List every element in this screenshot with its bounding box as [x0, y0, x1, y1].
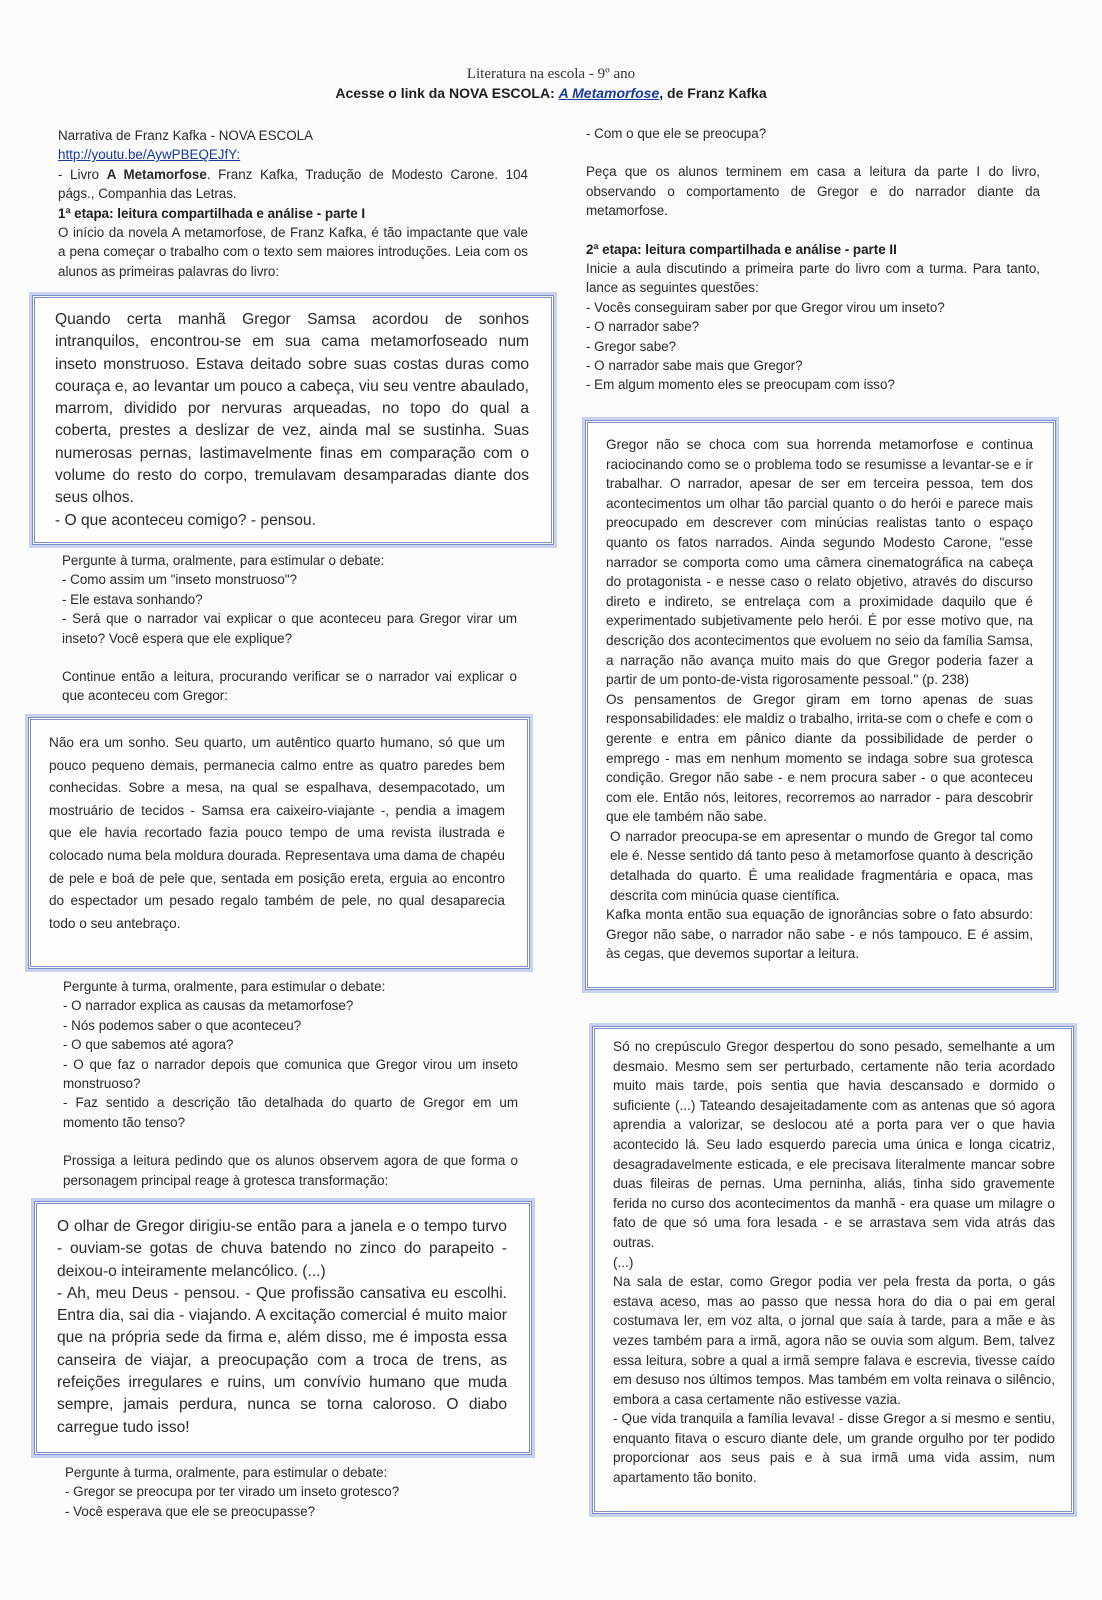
intro-section: [58, 126, 528, 281]
excerpt-p3: - Que vida tranquila a família levava! - disse Gregor a si mesmo e sentiu, enquanto fitava o escuro diante dele, um grande orgulho por ter podido proporcionar aos seus pais e à sua irmã uma vida assim, num apartamento tão bonito.: [613, 1411, 1055, 1486]
question-item: - Em algum momento eles se preocupam com isso?: [586, 377, 895, 393]
book-prefix: - Livro: [58, 166, 107, 182]
book-reference: [58, 165, 528, 204]
question-item: - Gregor se preocupa por ter virado um inseto grotesco?: [65, 1484, 400, 1500]
quote-box-room: [28, 717, 530, 969]
debate-section-1: [62, 551, 517, 706]
headline-prefix: Acesse o link da NOVA ESCOLA:: [335, 85, 559, 101]
stage1-title: 1ª etapa: leitura compartilhada e análise - parte I: [58, 205, 366, 221]
excerpt-box: [592, 1026, 1074, 1514]
stage2-title: 2ª etapa: leitura compartilhada e análise - parte II: [586, 241, 897, 257]
stage2-section: [586, 124, 1040, 395]
subject-line: Literatura na escola - 9º ano: [466, 66, 636, 82]
analysis-p2: Os pensamentos de Gregor giram em torno apenas de suas responsabilidades: ele maldiz o trabalho, irrita-se com o chefe e com o gerente e entra em pânico diante da possibilidade de perder o emprego - mas em nenhum momento se indaga sobre sua grotesca condição. Gregor não sabe - e nem procura saber - o que aconteceu com ele. Então nós, leitores, recorremos ao narrador - para descobrir que ele também não sabe.: [606, 691, 1033, 825]
homework-text: Peça que os alunos terminem em casa a leitura da parte I do livro, observando o comportamento de Gregor e do narrador diante da metamorfose.: [586, 164, 1040, 219]
analysis-box: [585, 420, 1056, 990]
quote-window-p2: - Ah, meu Deus - pensou. - Que profissão cansativa eu escolhi. Entra dia, sai dia - viajando. A excitação comercial é muito maior que na própria sede da firma e, além disso, me é imposta essa canseira de viajar, a preocupação com a troca de trens, as refeições irregulares e ruins, um convívio humano que muda sempre, jamais perdura, nunca se torna caloroso. O diabo carregue tudo isso!: [57, 1284, 507, 1436]
question-item: - Você esperava que ele se preocupasse?: [65, 1503, 316, 1519]
question-item: - Como assim um "inseto monstruoso"?: [62, 572, 297, 588]
debate-section-2: [63, 977, 518, 1190]
question-item: - Será que o narrador vai explicar o que aconteceu para Gregor virar um inseto? Você espera que ele explique?: [62, 611, 517, 646]
analysis-p4: Kafka monta então sua equação de ignorâncias sobre o fato absurdo: Gregor não sabe, o narrador não sabe - e nós tampouco. E é assim, às cegas, que devemos suportar a leitura.: [606, 907, 1033, 962]
continue-instruction-1: Continue então a leitura, procurando verificar se o narrador vai explicar o que aconteceu com Gregor:: [62, 669, 517, 704]
debate-prompt-3: Pergunte à turma, oralmente, para estimular o debate:: [65, 1465, 388, 1480]
debate-prompt-1: Pergunte à turma, oralmente, para estimular o debate:: [62, 553, 385, 568]
debate-prompt-2: Pergunte à turma, oralmente, para estimular o debate:: [63, 979, 386, 994]
page-header: [0, 66, 1102, 101]
page-title: [0, 85, 1102, 101]
book-title: A Metamorfose: [106, 166, 207, 182]
question-item: - Ele estava sonhando?: [62, 591, 203, 607]
question-item: - Com o que ele se preocupa?: [586, 126, 767, 141]
question-item: - O narrador sabe mais que Gregor?: [586, 358, 803, 374]
metamorfose-link[interactable]: A Metamorfose: [558, 85, 660, 101]
question-item: - Faz sentido a descrição tão detalhada do quarto de Gregor em um momento tão tenso?: [63, 1095, 518, 1130]
headline-suffix: , de Franz Kafka: [659, 85, 767, 101]
source-line: Narrativa de Franz Kafka - NOVA ESCOLA: [58, 128, 314, 143]
excerpt-p2: Na sala de estar, como Gregor podia ver pela fresta da porta, o gás estava aceso, mas ao passo que nessa hora do dia o pai em geral costumava ler, em voz alta, o jornal que saía à tarde, para a mãe e às vezes também para a irmã, agora não se ouvia som algum. Bem, talvez essa leitura, sobre a qual a irmã sempre falava e escrevia, tivesse caído em desuso nos últimos tempos. Mas também em volta reinava o silêncio, embora a casa certamente não estivesse vazia.: [613, 1274, 1055, 1407]
youtube-link[interactable]: http://youtu.be/AywPBEQEJfY:: [58, 147, 241, 163]
quote-box-window: [34, 1201, 532, 1455]
continue-instruction-2: Prossiga a leitura pedindo que os alunos observem agora de que forma o personagem principal reage à grotesca transformação:: [63, 1153, 518, 1188]
excerpt-ellipsis: (...): [613, 1254, 634, 1270]
quote-room-text: Não era um sonho. Seu quarto, um autêntico quarto humano, só que um pouco pequeno demais, permanecia calmo entre as quatro paredes bem conhecidas. Sobre a mesa, na qual se espalhava, desempacotado, um mostruário de tecidos - Samsa era caixeiro-viajante -, pendia a imagem que ele havia recortado fazia pouco tempo de uma revista ilustrada e colocado numa bela moldura dourada. Representava uma dama de chapéu de pele e boá de pele que, sentada em posição ereta, erguia ao encontro do espectador um pesado regalo também de pele, no qual desaparecia todo o seu antebraço.: [49, 735, 505, 931]
question-item: - Vocês conseguiram saber por que Gregor virou um inseto?: [586, 299, 945, 315]
analysis-p3: O narrador preocupa-se em apresentar o mundo de Gregor tal como ele é. Nesse sentido dá tanto peso à metamorfose quanto à descrição detalhada do quarto. É uma realidade fragmentária e opaca, mas descrita com minúcia quase científica.: [610, 828, 1033, 903]
question-item: - Gregor sabe?: [586, 338, 677, 354]
debate-section-3: [65, 1463, 520, 1521]
stage1-text: O início da novela A metamorfose, de Franz Kafka, é tão impactante que vale a pena começar o trabalho com o texto sem maiores introduções. Leia com os alunos as primeiras palavras do livro:: [58, 225, 528, 279]
quote-opening-text: Quando certa manhã Gregor Samsa acordou de sonhos intranquilos, encontrou-se em sua cama metamorfoseado num inseto monstruoso. Estava deitado sobre suas costas duras como couraça e, ao levantar um pouco a cabeça, viu seu ventre abaulado, marrom, dividido por nervuras arqueadas, no topo do qual a coberta, prestes a deslizar de vez, ainda mal se sustinha. Suas numerosas pernas, lastimavelmente finas em comparação com o volume do resto do corpo, tremulavam desamparadas diante dos seus olhos.: [55, 311, 529, 507]
quote-window-p1: O olhar de Gregor dirigiu-se então para a janela e o tempo turvo - ouviam-se gotas de chuva batendo no zinco do parapeito - deixou-o inteiramente melancólico. (...): [57, 1218, 507, 1280]
question-item: - O narrador sabe?: [586, 319, 700, 335]
book-details: . Franz Kafka, Tradução de Modesto Carone. 104 págs., Companhia das Letras.: [58, 166, 528, 202]
question-item: - O que sabemos até agora?: [63, 1037, 234, 1053]
question-item: - O narrador explica as causas da metamorfose?: [63, 998, 354, 1014]
excerpt-p1: Só no crepúsculo Gregor despertou do sono pesado, semelhante a um desmaio. Mesmo sem ser perturbado, certamente não teria acordado muito mais tarde, pois sentia que havia descansado e dormido o suficiente (...) Tateando desajeitadamente com as antenas que só agora aprendia a valorizar, se deslocou até a porta para ver o que havia acontecido lá. Seu lado esquerdo parecia uma única e longa cicatriz, desagradavelmente esticada, e ele precisava literalmente mancar sobre duas fileiras de pernas. Uma perninha, aliás, tinha sido gravemente ferida no curso dos acontecimentos da manhã - era quase um milagre o fato de que só uma fora lesada - e se arrastava sem vida atrás das outras.: [613, 1039, 1055, 1250]
question-item: - O que faz o narrador depois que comunica que Gregor virou um inseto monstruoso?: [63, 1056, 518, 1092]
quote-opening-line: - O que aconteceu comigo? - pensou.: [55, 511, 316, 529]
question-item: - Nós podemos saber o que aconteceu?: [63, 1017, 302, 1033]
stage2-text: Inicie a aula discutindo a primeira parte do livro com a turma. Para tanto, lance as seguintes questões:: [586, 261, 1040, 296]
quote-box-opening: [32, 295, 554, 545]
analysis-p1: Gregor não se choca com sua horrenda metamorfose e continua raciocinando como se o problema todo se resumisse a levantar-se e ir trabalhar. O narrador, apesar de ser em terceira pessoa, tem dos acontecimentos um olhar tão parcial quanto o do herói e parece mais preocupado em descrever com minúcias realistas tanto o espaço quanto os fatos narrados. Ainda segundo Modesto Carone, "esse narrador se comporta como uma câmera cinematográfica na cabeça do protagonista - e nesse caso o relato objetivo, através do discurso direto e indireto, se entrelaça com a proximidade daquilo que é experimentado subjetivamente pelo herói. É por esse motivo que, na descrição dos acontecimentos que evoluem no seio da família Samsa, a narração não avança muito mais do que Gregor poderia fazer a partir de um ponto-de-vista rigorosamente pessoal." (p. 238): [606, 437, 1033, 688]
